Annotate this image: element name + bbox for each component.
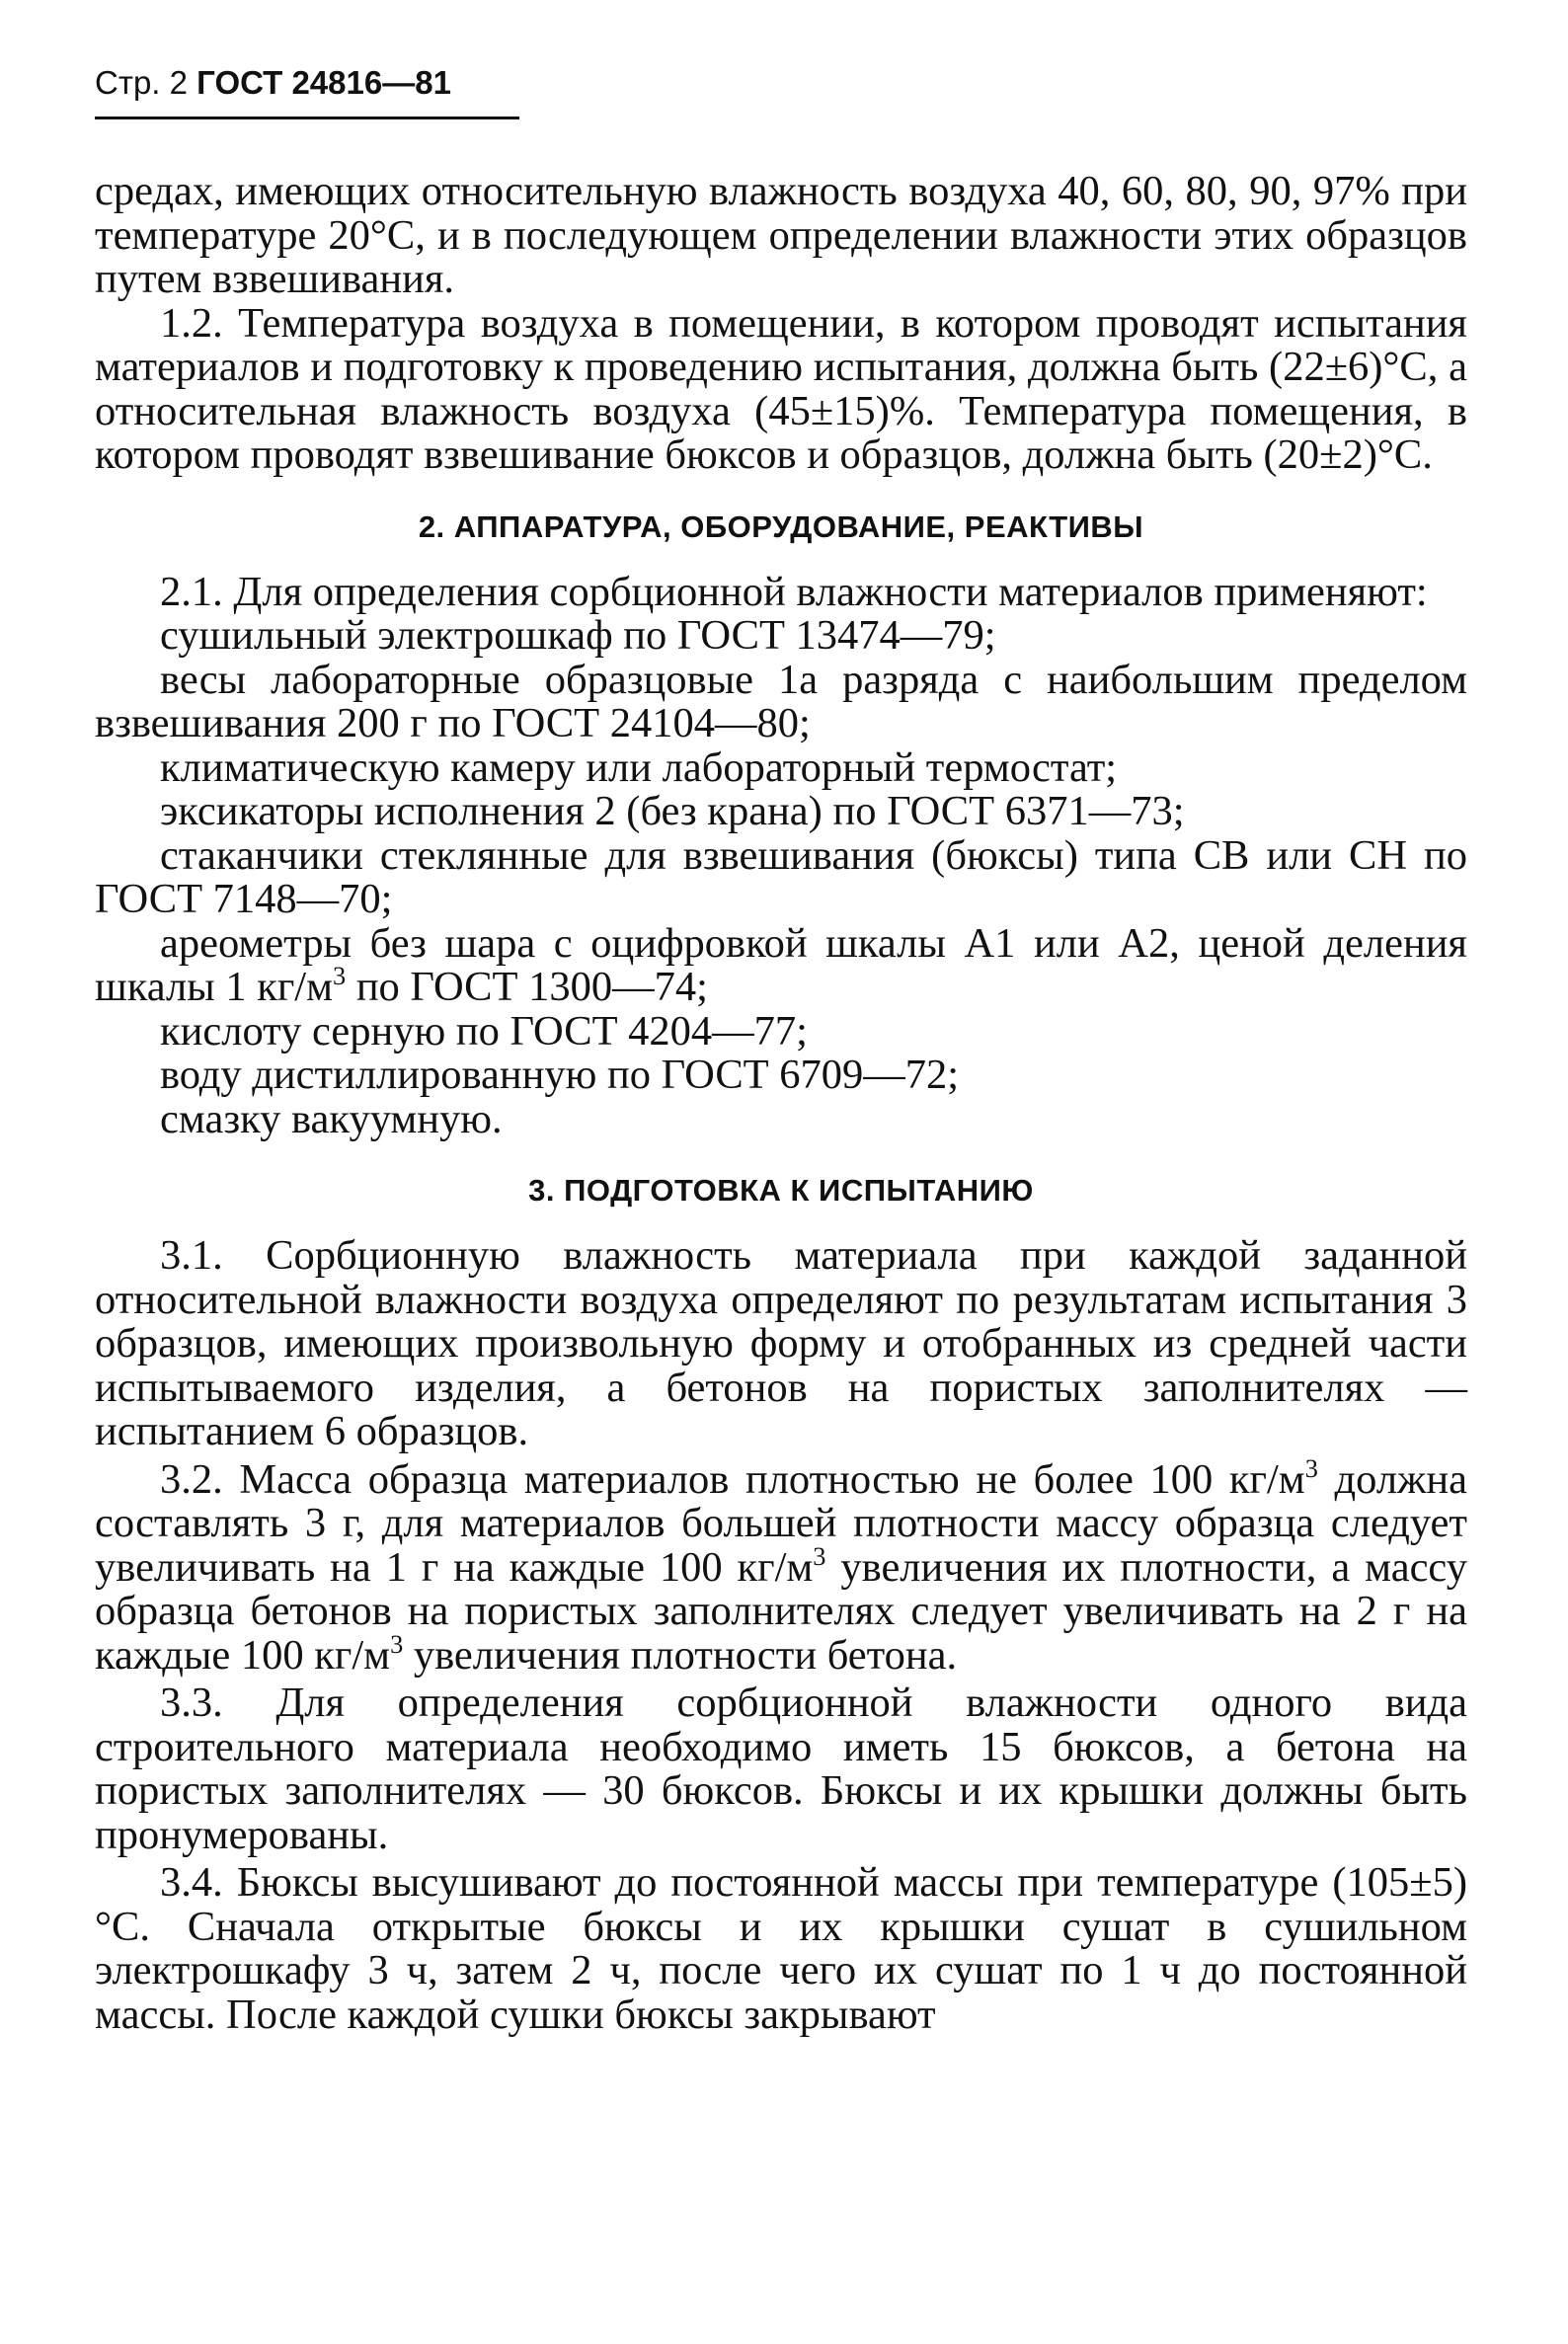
paragraph-3-2-part: увеличения плотности бетона.: [403, 1631, 958, 1679]
equipment-item: смазку вакуумную.: [160, 1095, 503, 1142]
equipment-item: воду дистиллированную по ГОСТ 6709—72;: [160, 1052, 960, 1098]
equipment-item: кислоту серную по ГОСТ 4204—77;: [160, 1007, 808, 1055]
section-3-heading: 3. ПОДГОТОВКА К ИСПЫТАНИЮ: [528, 1173, 1034, 1208]
paragraph-3-1: 3.1. Сорбционную влажность материала при каждой заданной относительной влажности воздуха определяют по результатам испытания 3 образцов, имеющих произвольную форму и отобранных из средней части испытываемого изделия, а бетонов на пористых заполнителях — испытанием 6 образцов.: [95, 1232, 1467, 1454]
superscript: 3: [813, 1541, 826, 1571]
equipment-item: эксикаторы исполнения 2 (без крана) по ГОСТ 6371—73;: [160, 788, 1185, 834]
areometer-text: ареометры без шара с оцифровкой шкалы А1 или А2, ценой деления шкалы 1 кг/м: [95, 919, 1467, 1010]
paragraph-3-2-part: увеличения их плотности, а массу образца бетонов на пористых заполнителях следует увеличивать на 2 г на каждые 100 кг/м: [95, 1543, 1467, 1679]
spacer: [95, 1212, 1467, 1234]
spacer: [95, 478, 1467, 506]
standard-number: ГОСТ 24816—81: [196, 64, 451, 101]
equipment-item: климатическую камеру или лабораторный термостат;: [160, 743, 1118, 791]
areometer-text-end: по ГОСТ 1300—74;: [346, 964, 708, 1010]
equipment-item: весы лабораторные образцовые 1а разряда с наибольшим пределом взвешивания 200 г по ГОСТ 24104—80;: [95, 656, 1467, 746]
paragraph-3-2: [95, 1453, 1467, 1679]
superscript: 3: [333, 962, 347, 991]
equipment-item: стаканчики стеклянные для взвешивания (бюксы) типа СВ или СН по ГОСТ 7148—70;: [95, 831, 1467, 922]
paragraph-1-2: 1.2. Температура воздуха в помещении, в котором проводят испытания материалов и подготовку к проведению испытания, должна быть (22±6)°С, а относительная влажность воздуха (45±15)%. Температура помещения, в котором проводят взвешивание бюксов и образцов, должна быть (20±2)°С.: [95, 299, 1467, 478]
section-2-heading: 2. АППАРАТУРА, ОБОРУДОВАНИЕ, РЕАКТИВЫ: [418, 508, 1144, 544]
running-header: [95, 61, 519, 119]
body-text: [95, 170, 1467, 2037]
paragraph-3-2-part: должна составлять 3 г, для материалов большей плотности массу образца следует увеличивать на 1 г на каждые 100 кг/м: [95, 1455, 1467, 1591]
equipment-item: сушильный электрошкаф по ГОСТ 13474—79;: [160, 612, 996, 659]
spacer: [95, 1141, 1467, 1169]
superscript: 3: [390, 1629, 404, 1659]
spacer: [95, 549, 1467, 571]
superscript: 3: [1304, 1453, 1318, 1483]
paragraph-2-1: 2.1. Для определения сорбционной влажности материалов применяют:: [160, 568, 1428, 615]
page-number-label: Стр. 2: [95, 64, 197, 101]
paragraph-3-2-part: 3.2. Масса образца материалов плотностью не более 100 кг/м: [160, 1455, 1305, 1503]
equipment-item-areometer: [95, 919, 1467, 1010]
paragraph-continued: средах, имеющих относительную влажность воздуха 40, 60, 80, 90, 97% при температуре 20°С, и в последующем определении влажности этих образцов путем взвешивания.: [95, 168, 1467, 302]
paragraph-3-3: 3.3. Для определения сорбционной влажности одного вида строительного материала необходимо иметь 15 бюксов, а бетона на пористых заполнителях — 30 бюксов. Бюксы и их крышки должны быть пронумерованы.: [95, 1680, 1467, 1858]
paragraph-3-4: 3.4. Бюксы высушивают до постоянной массы при температуре (105±5)°С. Сначала открытые бюксы и их крышки сушат в сушильном электрошкафу 3 ч, затем 2 ч, после чего их сушат по 1 ч до постоянной массы. После каждой сушки бюксы закрывают: [95, 1859, 1467, 2038]
